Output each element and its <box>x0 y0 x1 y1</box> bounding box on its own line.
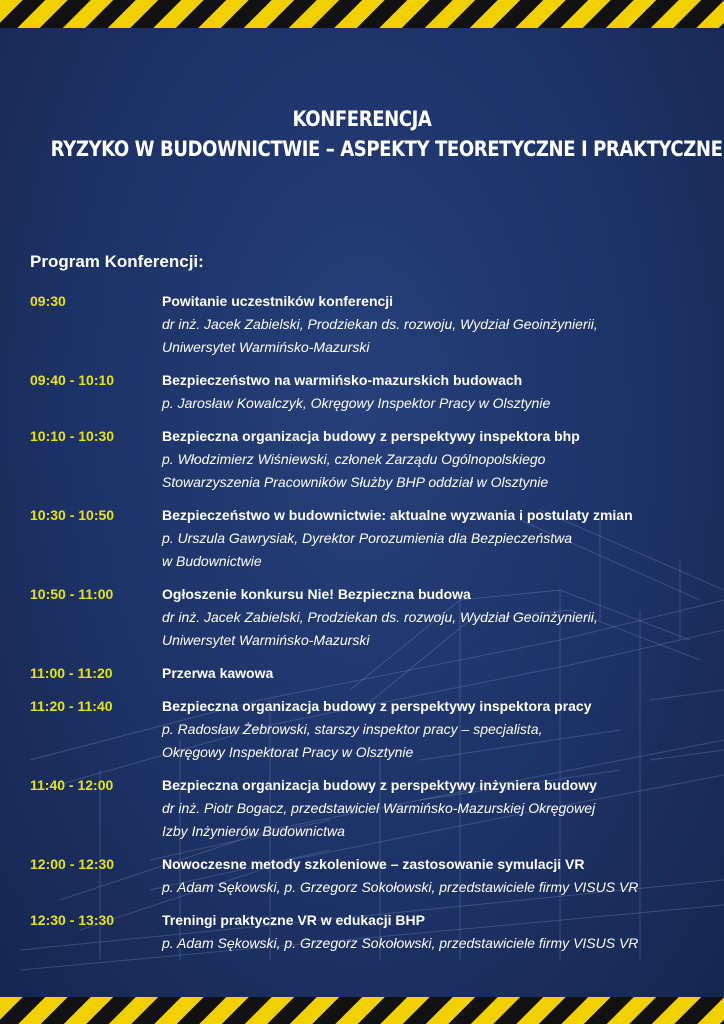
entry-topic: Bezpieczna organizacja budowy z perspektywy inżyniera budowy <box>162 777 597 793</box>
schedule-entry <box>30 909 710 955</box>
entry-speaker-line: Okręgowy Inspektorat Pracy w Olsztynie <box>162 744 414 760</box>
title-line-1: KONFERENCJA <box>292 107 432 131</box>
conference-title <box>50 104 723 164</box>
program-heading: Program Konferencji: <box>30 252 204 271</box>
entry-speaker-line: Stowarzyszenia Pracowników Służby BHP oddział w Olsztynie <box>162 474 549 490</box>
entry-speaker-line: dr inż. Jacek Zabielski, Prodziekan ds. rozwoju, Wydział Geoinżynierii, <box>162 316 598 332</box>
entry-topic: Przerwa kawowa <box>162 665 274 681</box>
entry-topic: Nowoczesne metody szkoleniowe – zastosowanie symulacji VR <box>162 856 585 872</box>
entry-time: 11:00 - 11:20 <box>30 665 113 681</box>
entry-topic: Ogłoszenie konkursu Nie! Bezpieczna budowa <box>162 586 471 602</box>
schedule-entry <box>30 583 710 652</box>
schedule-entry <box>30 695 710 764</box>
title-line-2: RYZYKO W BUDOWNICTWIE – ASPEKTY TEORETYCZNE I PRAKTYCZNE <box>50 137 723 161</box>
entry-speaker-line: p. Radosław Żebrowski, starszy inspektor pracy – specjalista, <box>162 721 543 737</box>
entry-speaker-line: p. Adam Sękowski, p. Grzegorz Sokołowski, przedstawiciele firmy VISUS VR <box>162 935 639 951</box>
hazard-stripe-top <box>0 0 724 28</box>
hazard-stripe-bottom <box>0 997 724 1024</box>
entry-topic: Treningi praktyczne VR w edukacji BHP <box>162 912 425 928</box>
entry-topic: Bezpieczna organizacja budowy z perspektywy inspektora pracy <box>162 698 592 714</box>
entry-time: 09:30 <box>30 293 66 309</box>
entry-time: 10:50 - 11:00 <box>30 586 114 602</box>
entry-topic: Bezpieczna organizacja budowy z perspektywy inspektora bhp <box>162 428 580 444</box>
entry-speaker-line: p. Jarosław Kowalczyk, Okręgowy Inspektor Pracy w Olsztynie <box>162 395 551 411</box>
schedule-entry <box>30 662 710 685</box>
entry-speaker-line: p. Adam Sękowski, p. Grzegorz Sokołowski, przedstawiciele firmy VISUS VR <box>162 879 639 895</box>
schedule-entry <box>30 853 710 899</box>
entry-speaker-line: dr inż. Jacek Zabielski, Prodziekan ds. rozwoju, Wydział Geoinżynierii, <box>162 609 598 625</box>
entry-speaker-line: w Budownictwie <box>162 553 262 569</box>
entry-topic: Bezpieczeństwo w budownictwie: aktualne wyzwania i postulaty zmian <box>162 507 633 523</box>
entry-speaker-line: p. Urszula Gawrysiak, Dyrektor Porozumienia dla Bezpieczeństwa <box>162 530 573 546</box>
entry-topic: Powitanie uczestników konferencji <box>162 293 394 309</box>
entry-time: 10:10 - 10:30 <box>30 428 115 444</box>
schedule-list <box>30 290 710 965</box>
schedule-entry <box>30 774 710 843</box>
entry-topic: Bezpieczeństwo na warmińsko-mazurskich budowach <box>162 372 523 388</box>
entry-time: 11:20 - 11:40 <box>30 698 113 714</box>
schedule-entry <box>30 425 710 494</box>
entry-time: 12:30 - 13:30 <box>30 912 115 928</box>
entry-speaker-line: dr inż. Piotr Bogacz, przedstawiciel Warmińsko-Mazurskiej Okręgowej <box>162 800 596 816</box>
schedule-entry <box>30 504 710 573</box>
entry-time: 11:40 - 12:00 <box>30 777 114 793</box>
entry-time: 09:40 - 10:10 <box>30 372 115 388</box>
entry-speaker-line: Uniwersytet Warmińsko-Mazurski <box>162 632 370 648</box>
entry-speaker-line: Uniwersytet Warmińsko-Mazurski <box>162 339 370 355</box>
entry-time: 12:00 - 12:30 <box>30 856 115 872</box>
schedule-entry <box>30 290 710 359</box>
entry-speaker-line: Izby Inżynierów Budownictwa <box>162 823 345 839</box>
schedule-entry <box>30 369 710 415</box>
entry-speaker-line: p. Włodzimierz Wiśniewski, członek Zarządu Ogólnopolskiego <box>162 451 546 467</box>
entry-time: 10:30 - 10:50 <box>30 507 115 523</box>
